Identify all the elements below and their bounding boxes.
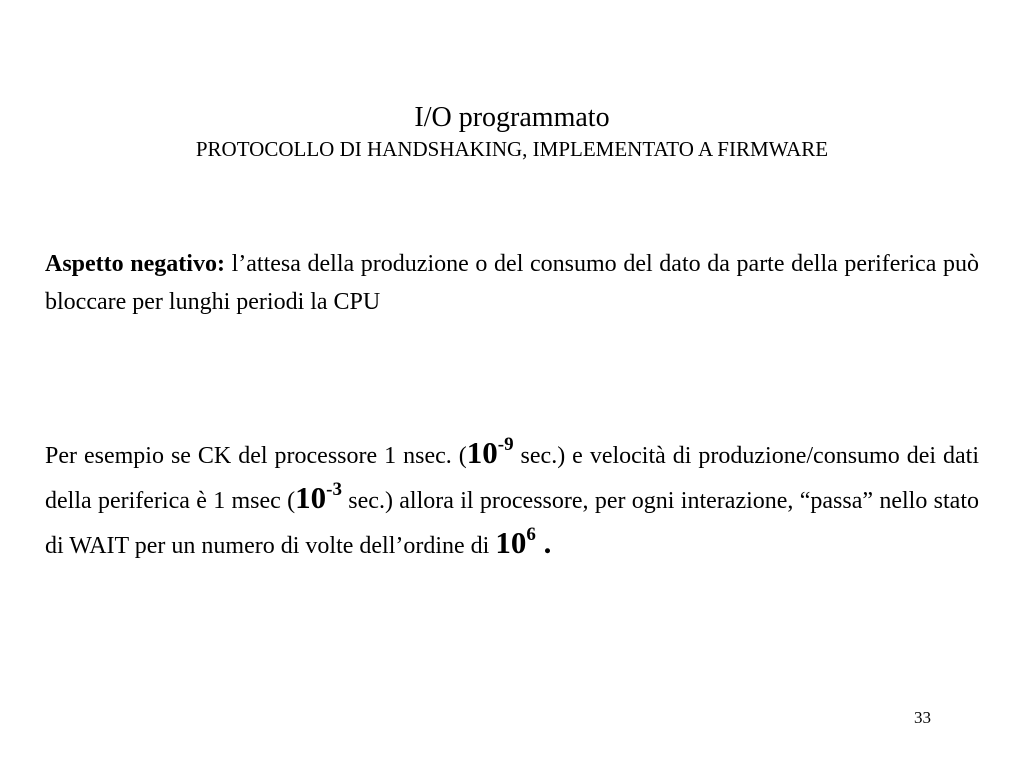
slide-subtitle: PROTOCOLLO DI HANDSHAKING, IMPLEMENTATO A FIRMWARE: [195, 137, 829, 161]
negative-aspect-text: l’attesa della produzione o del consumo del dato da parte della periferica può bloccare per lunghi periodi la CPU: [45, 251, 979, 315]
negative-aspect-paragraph: [45, 245, 979, 321]
example-end-period: .: [535, 525, 552, 560]
example-paragraph: [45, 432, 979, 567]
example-text-part2: sec.) e velocità di produzione/consumo dei dati della periferica è 1 msec (: [45, 443, 979, 514]
exponent-order-base: 10: [495, 525, 527, 560]
example-text-part3: sec.) allora il processore, per ogni interazione, “passa” nello stato di WAIT per un numero di volte dell’ordine di: [45, 488, 979, 559]
exponent-ns-base: 10: [466, 435, 498, 470]
slide-title: I/O programmato: [414, 102, 610, 133]
exponent-ns: [467, 435, 514, 470]
exponent-order: [495, 525, 551, 560]
exponent-order-power: 6: [526, 524, 536, 545]
exponent-ms: [295, 480, 342, 515]
exponent-ns-power: -9: [497, 434, 514, 455]
example-text-part1: Per esempio se CK del processore 1 nsec. (: [45, 443, 467, 469]
page-number: 33: [914, 708, 931, 727]
exponent-ms-power: -3: [326, 479, 342, 500]
exponent-ms-base: 10: [295, 480, 327, 515]
title-block: [0, 100, 1024, 162]
negative-aspect-label: Aspetto negativo:: [45, 251, 225, 277]
